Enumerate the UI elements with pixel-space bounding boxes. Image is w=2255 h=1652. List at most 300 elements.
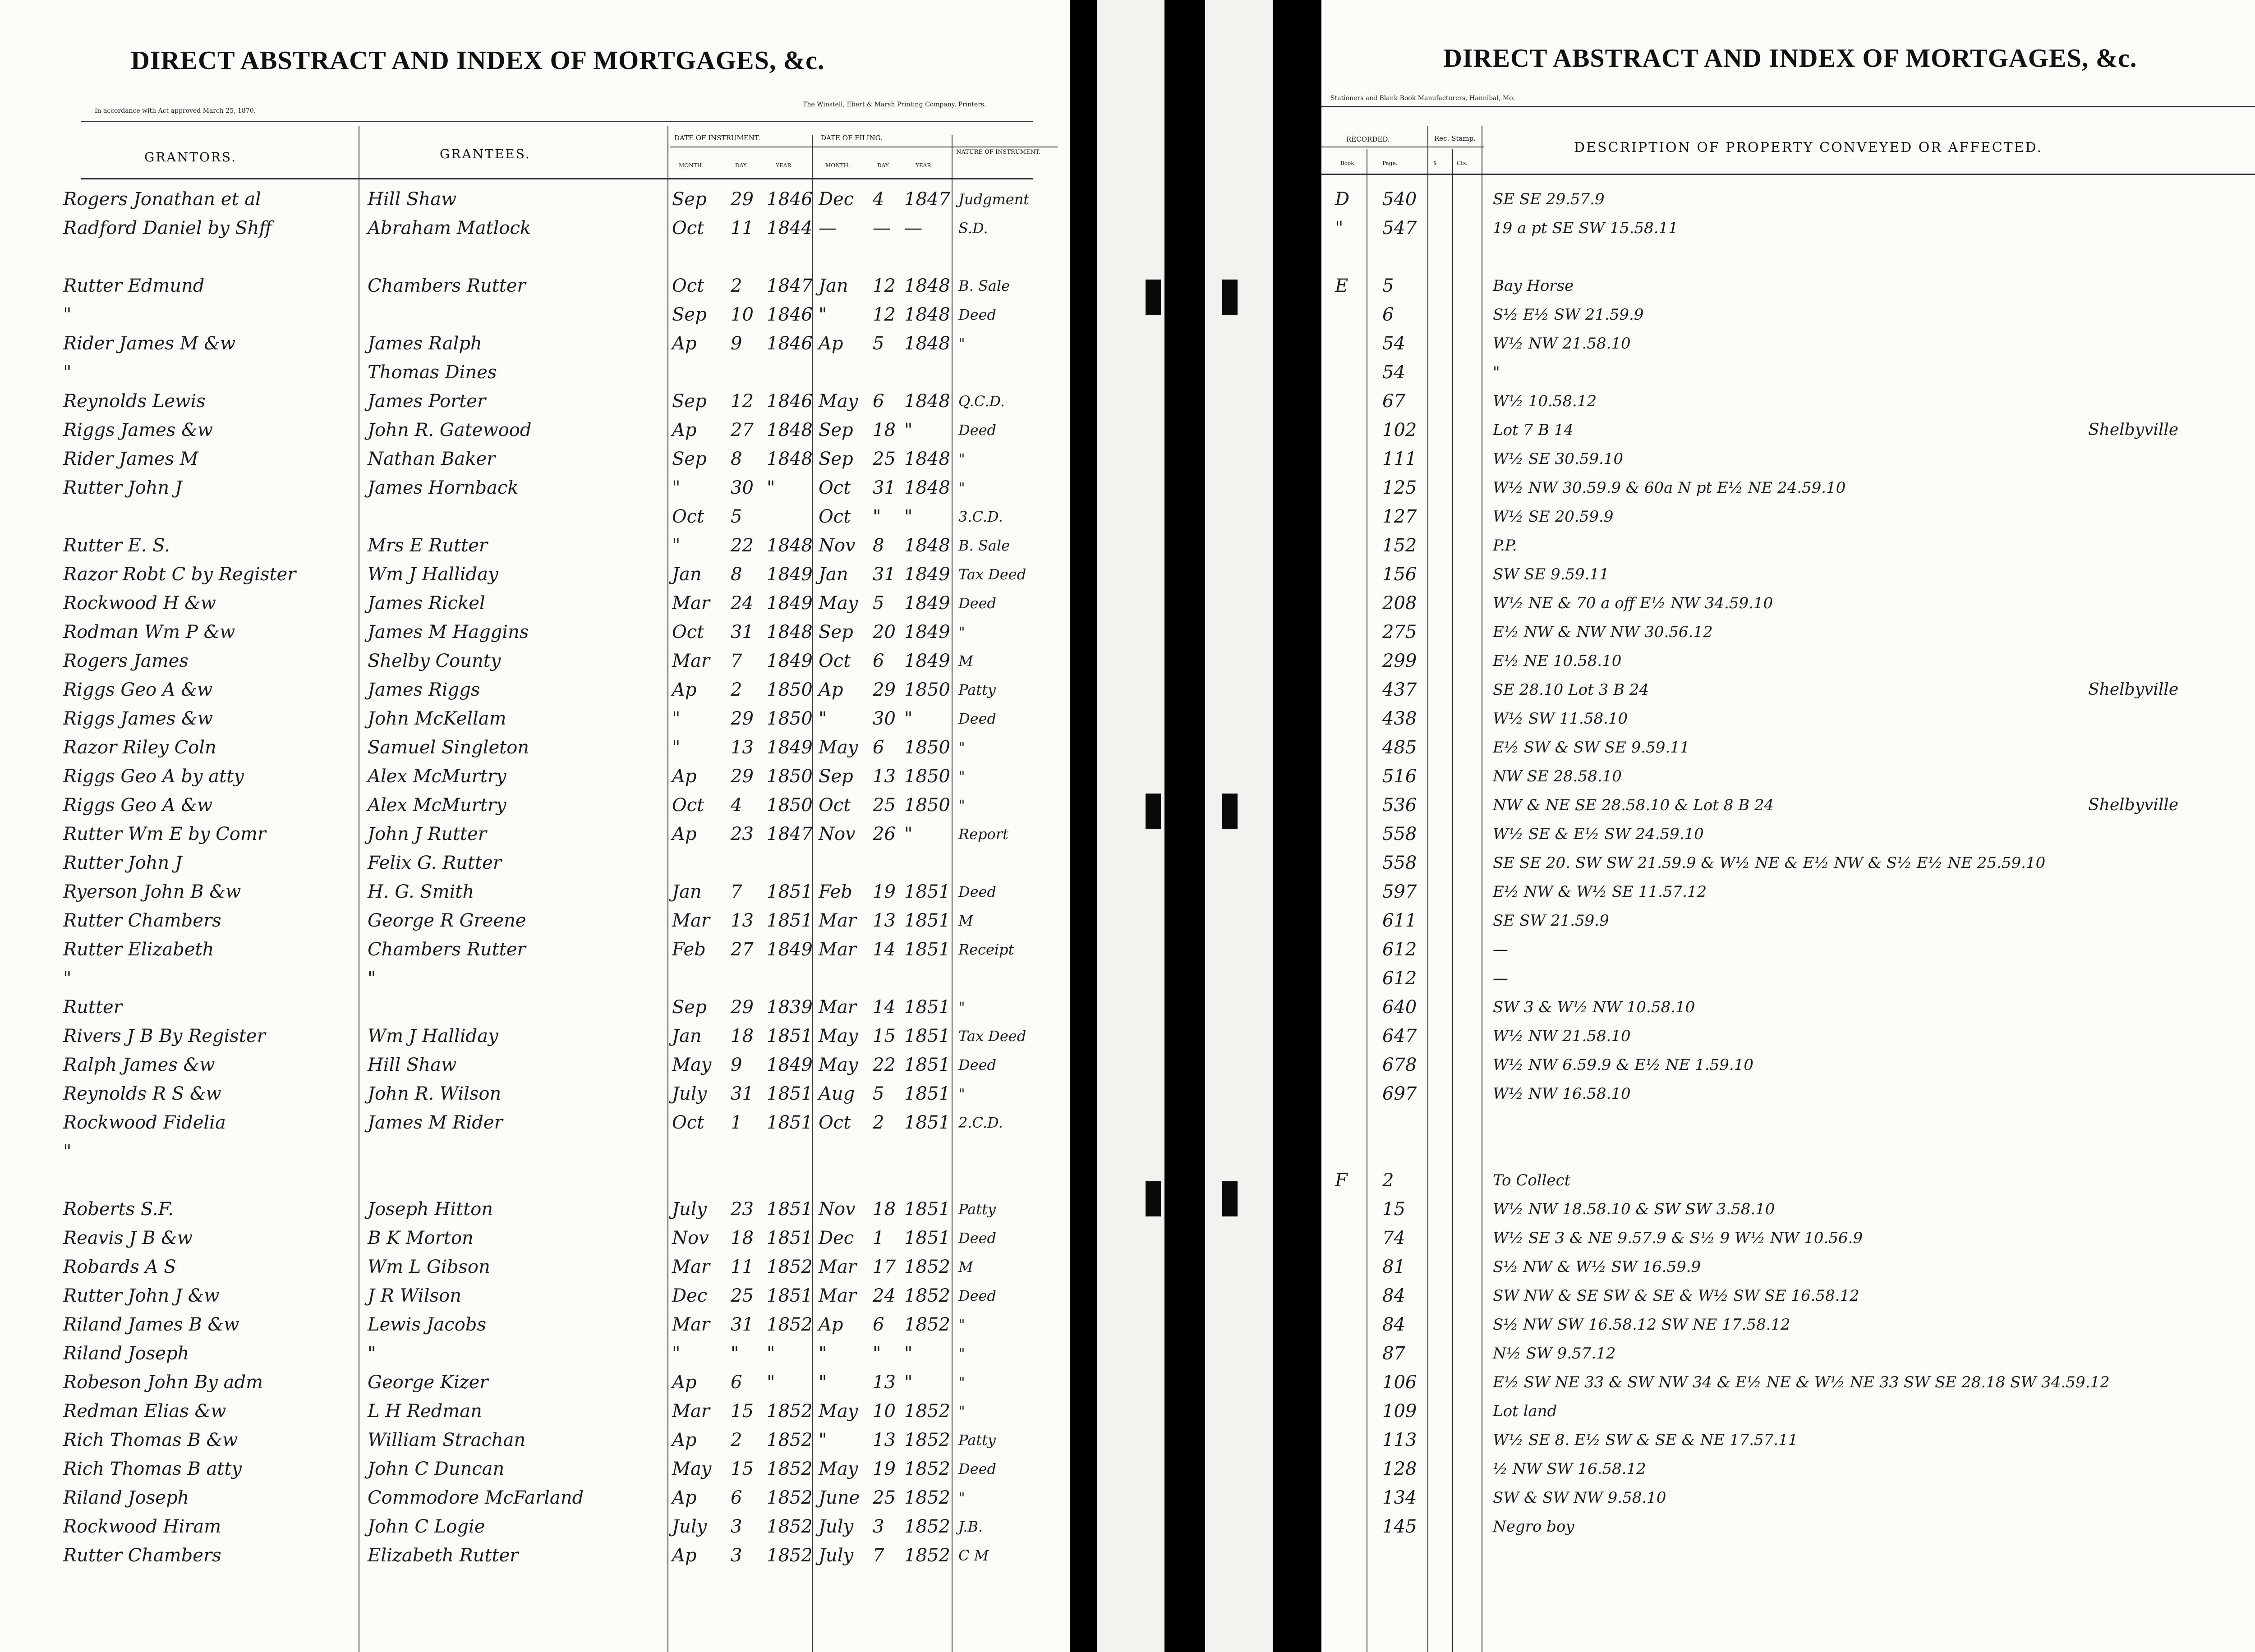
grantee-cell: Elizabeth Rutter xyxy=(368,1545,519,1566)
filing-month-cell: June xyxy=(819,1487,860,1508)
grantor-cell: Rutter Wm E by Comr xyxy=(63,824,266,844)
page-cell: 15 xyxy=(1382,1199,1405,1220)
page-cell: 106 xyxy=(1382,1372,1417,1393)
filing-day-cell: 25 xyxy=(873,795,896,816)
filing-month-cell: Oct xyxy=(819,477,851,498)
ledger-row xyxy=(0,531,1070,560)
ledger-row xyxy=(1321,1166,2255,1195)
instrument-year-cell: 1850 xyxy=(767,708,813,729)
page-cell: 536 xyxy=(1382,795,1417,816)
filing-year-cell: 1851 xyxy=(904,997,950,1018)
instrument-month-cell: " xyxy=(672,737,681,758)
ledger-row xyxy=(1321,329,2255,358)
filing-year-cell: 1852 xyxy=(904,1516,950,1537)
grantee-cell: Joseph Hitton xyxy=(368,1199,493,1220)
filing-day-cell: 6 xyxy=(873,1314,884,1335)
description-cell: Bay Horse xyxy=(1493,277,1574,295)
description-cell: W½ SE 20.59.9 xyxy=(1493,508,1614,526)
ledger-row xyxy=(1321,1397,2255,1426)
instrument-year-cell: 1847 xyxy=(767,824,813,844)
filing-month-cell: Ap xyxy=(819,333,843,354)
ledger-row xyxy=(1321,271,2255,300)
filing-year-cell: 1851 xyxy=(904,1228,950,1248)
filing-day-cell: 31 xyxy=(873,564,896,585)
instrument-year-cell: 1851 xyxy=(767,1228,813,1248)
filing-day-cell: 29 xyxy=(873,679,896,700)
grantor-cell: Riggs James &w xyxy=(63,708,213,729)
grantor-cell: Reynolds Lewis xyxy=(63,391,206,412)
ledger-row xyxy=(1321,647,2255,675)
filing-year-cell: " xyxy=(904,506,913,527)
grantor-cell: Rodman Wm P &w xyxy=(63,622,235,642)
grantee-cell: James Riggs xyxy=(368,679,480,700)
description-cell: P.P. xyxy=(1493,537,1517,555)
instrument-year-cell: 1852 xyxy=(767,1314,813,1335)
ledger-row xyxy=(1321,214,2255,243)
ledger-row xyxy=(0,185,1070,214)
grantee-cell: H. G. Smith xyxy=(368,881,474,902)
filing-year-cell: 1848 xyxy=(904,449,950,469)
filing-day-cell: 30 xyxy=(873,708,896,729)
page-cell: 208 xyxy=(1382,593,1417,614)
instrument-month-cell: " xyxy=(672,708,681,729)
ledger-row xyxy=(1321,618,2255,647)
ledger-row xyxy=(1321,1079,2255,1108)
instrument-year-cell: 1852 xyxy=(767,1545,813,1566)
binding-mark xyxy=(1146,1181,1161,1216)
instrument-day-cell: 24 xyxy=(731,593,754,614)
ledger-row xyxy=(1321,589,2255,618)
instrument-month-cell: Sep xyxy=(672,449,707,469)
filing-day-cell: 1 xyxy=(873,1228,884,1248)
nature-cell: Deed xyxy=(958,1460,997,1478)
instrument-month-cell: July xyxy=(672,1199,707,1220)
description-cell: E½ SW NE 33 & SW NW 34 & E½ NE & W½ NE 33 SW SE 28.18 SW 34.59.12 xyxy=(1493,1373,2110,1391)
grantee-cell: B K Morton xyxy=(368,1228,474,1248)
page-cell: 125 xyxy=(1382,477,1417,498)
description-cell: W½ NW 30.59.9 & 60a N pt E½ NE 24.59.10 xyxy=(1493,479,1846,497)
filing-month-cell: May xyxy=(819,1401,858,1422)
ledger-row xyxy=(1321,675,2255,704)
filing-month-cell: Sep xyxy=(819,766,853,787)
nature-cell: Patty xyxy=(958,1432,996,1449)
page-cell: 612 xyxy=(1382,968,1417,989)
description-cell: Negro boy xyxy=(1493,1518,1574,1536)
grantee-cell: J R Wilson xyxy=(368,1285,461,1306)
filing-month-cell: Sep xyxy=(819,622,853,642)
filing-day-cell: 13 xyxy=(873,1372,896,1393)
grantor-cell: Radford Daniel by Shff xyxy=(63,218,272,239)
grantor-cell: Riland Joseph xyxy=(63,1343,189,1364)
book-gutter xyxy=(1070,0,1321,1652)
instrument-year-cell: 1850 xyxy=(767,679,813,700)
description-cell: W½ NW 16.58.10 xyxy=(1493,1085,1631,1103)
ledger-row xyxy=(0,1079,1070,1108)
grantee-cell: George R Greene xyxy=(368,910,526,931)
description-cell: SW SE 9.59.11 xyxy=(1493,565,1609,583)
grantee-cell: Hill Shaw xyxy=(368,1055,457,1075)
page-cell: 84 xyxy=(1382,1314,1405,1335)
grantor-cell: Rockwood H &w xyxy=(63,593,216,614)
ledger-row xyxy=(1321,877,2255,906)
instrument-day-cell: 15 xyxy=(731,1459,754,1479)
ledger-row xyxy=(1321,1137,2255,1166)
instrument-year-cell: 1849 xyxy=(767,939,813,960)
ledger-row xyxy=(0,1108,1070,1137)
filing-year-cell: — xyxy=(904,218,922,239)
ledger-row xyxy=(1321,300,2255,329)
instrument-day-cell: 2 xyxy=(731,275,742,296)
filing-day-cell: 13 xyxy=(873,1430,896,1450)
instrument-day-cell: 4 xyxy=(731,795,742,816)
right-ledger-page xyxy=(1321,0,2255,1652)
ledger-row xyxy=(1321,791,2255,820)
instrument-year-cell: 1850 xyxy=(767,795,813,816)
filing-year-cell: 1851 xyxy=(904,1055,950,1075)
ledger-row xyxy=(1321,502,2255,531)
filing-month-cell: May xyxy=(819,593,858,614)
ledger-row xyxy=(1321,1253,2255,1281)
instrument-day-cell: 5 xyxy=(731,506,742,527)
instrument-month-cell: Ap xyxy=(672,1487,697,1508)
description-cell: NW & NE SE 28.58.10 & Lot 8 B 24 xyxy=(1493,796,1774,814)
ledger-row xyxy=(0,1022,1070,1051)
grantor-cell: Rutter John J xyxy=(63,477,182,498)
filing-year-cell: " xyxy=(904,708,913,729)
right-page-title: DIRECT ABSTRACT AND INDEX OF MORTGAGES, &c. xyxy=(1443,43,2137,73)
instrument-month-cell: Mar xyxy=(672,651,710,671)
page-cell: 516 xyxy=(1382,766,1417,787)
page-cell: 152 xyxy=(1382,535,1417,556)
grantee-cell: Shelby County xyxy=(368,651,501,671)
instrument-month-cell: Mar xyxy=(672,910,710,931)
instrument-month-cell: Dec xyxy=(672,1285,708,1306)
filing-year-cell: 1851 xyxy=(904,1026,950,1046)
ledger-row xyxy=(1321,1310,2255,1339)
filing-month-cell: Sep xyxy=(819,449,853,469)
instrument-year-cell: 1850 xyxy=(767,766,813,787)
grantor-cell: Riland James B &w xyxy=(63,1314,239,1335)
description-cell: E½ SW & SW SE 9.59.11 xyxy=(1493,739,1690,757)
nature-cell: B. Sale xyxy=(958,537,1010,554)
filing-month-cell: Aug xyxy=(819,1083,855,1104)
grantor-cell: Rutter Elizabeth xyxy=(63,939,214,960)
binding-mark xyxy=(1146,280,1161,315)
instrument-day-cell: 23 xyxy=(731,1199,754,1220)
ledger-row xyxy=(0,675,1070,704)
grantor-cell: Rider James M xyxy=(63,449,198,469)
ledger-row xyxy=(0,1224,1070,1253)
grantor-cell: Reynolds R S &w xyxy=(63,1083,221,1104)
ledger-row xyxy=(1321,762,2255,791)
description-cell: E½ NW & W½ SE 11.57.12 xyxy=(1493,883,1707,901)
instrument-day-cell: 15 xyxy=(731,1401,754,1422)
page-cell: 87 xyxy=(1382,1343,1405,1364)
instrument-year-cell: 1844 xyxy=(767,218,813,239)
instrument-year-cell: 1848 xyxy=(767,449,813,469)
ledger-row xyxy=(0,1426,1070,1455)
filing-month-cell: Dec xyxy=(819,1228,854,1248)
filing-month-cell: " xyxy=(819,1430,827,1450)
grantor-cell: Rockwood Fidelia xyxy=(63,1112,226,1133)
instrument-month-cell: Oct xyxy=(672,1112,704,1133)
page-cell: 437 xyxy=(1382,679,1417,700)
grantor-cell: Rutter John J xyxy=(63,853,182,873)
instrument-year-cell: 1852 xyxy=(767,1459,813,1479)
ledger-row xyxy=(0,300,1070,329)
grantor-cell: Rivers J B By Register xyxy=(63,1026,266,1046)
nature-cell: " xyxy=(958,1489,965,1506)
page-cell: 111 xyxy=(1382,449,1417,469)
instrument-month-cell: " xyxy=(672,1343,681,1364)
instrument-month-cell: Sep xyxy=(672,304,707,325)
filing-month-cell: May xyxy=(819,1459,858,1479)
ledger-row xyxy=(0,387,1070,416)
instrument-month-cell: Sep xyxy=(672,391,707,412)
nature-cell: Deed xyxy=(958,1287,997,1304)
filing-year-cell: 1850 xyxy=(904,766,950,787)
left-ledger-page xyxy=(0,0,1070,1652)
rec-stamp-header: Rec. Stamp. xyxy=(1434,134,1476,142)
grantee-cell: Mrs E Rutter xyxy=(368,535,488,556)
ledger-row xyxy=(0,733,1070,762)
grantee-cell: Chambers Rutter xyxy=(368,939,526,960)
instrument-year-cell: 1852 xyxy=(767,1430,813,1450)
instrument-year-cell: 1852 xyxy=(767,1487,813,1508)
grantor-cell: Rogers James xyxy=(63,651,189,671)
nature-cell: " xyxy=(958,479,965,496)
grantor-cell: " xyxy=(63,304,72,325)
filing-month-cell: May xyxy=(819,1026,858,1046)
page-cell: 275 xyxy=(1382,622,1417,642)
ledger-row xyxy=(0,445,1070,473)
filing-year-cell: 1847 xyxy=(904,189,950,210)
year-header: YEAR. xyxy=(776,162,793,169)
description-cell: W½ SE 8. E½ SW & SE & NE 17.57.11 xyxy=(1493,1431,1798,1449)
grantee-cell: " xyxy=(368,968,376,989)
nature-cell: S.D. xyxy=(958,220,988,237)
nature-cell: " xyxy=(958,1403,965,1420)
header-rule xyxy=(1321,106,2255,107)
left-page-title: DIRECT ABSTRACT AND INDEX OF MORTGAGES, &c. xyxy=(131,46,825,75)
book-header: Book. xyxy=(1340,160,1356,166)
description-header: DESCRIPTION OF PROPERTY CONVEYED OR AFFECTED. xyxy=(1574,140,2043,156)
filing-month-cell: " xyxy=(819,1343,827,1364)
filing-month-cell: Ap xyxy=(819,679,843,700)
page-cell: 145 xyxy=(1382,1516,1417,1537)
description-cell: W½ NW 21.58.10 xyxy=(1493,335,1631,353)
instrument-day-cell: 9 xyxy=(731,1055,742,1075)
grantee-cell: Wm J Halliday xyxy=(368,1026,498,1046)
ledger-row xyxy=(1321,1224,2255,1253)
book-cell: D xyxy=(1335,189,1350,210)
filing-month-cell: Mar xyxy=(819,997,856,1018)
page-cell: 156 xyxy=(1382,564,1417,585)
instrument-month-cell: Ap xyxy=(672,1545,697,1566)
description-cell: S½ NW SW 16.58.12 SW NE 17.58.12 xyxy=(1493,1316,1790,1334)
instrument-month-cell: Ap xyxy=(672,333,697,354)
instrument-year-cell: 1849 xyxy=(767,564,813,585)
description-cell: S½ E½ SW 21.59.9 xyxy=(1493,306,1644,324)
grantee-cell: Nathan Baker xyxy=(368,449,496,469)
instrument-month-cell: Mar xyxy=(672,1257,710,1277)
instrument-month-cell: Jan xyxy=(672,881,702,902)
ledger-row xyxy=(0,1541,1070,1570)
filing-day-cell: 5 xyxy=(873,333,884,354)
instrument-month-cell: Ap xyxy=(672,1372,697,1393)
filing-day-header: DAY. xyxy=(877,162,890,169)
instrument-year-cell: 1851 xyxy=(767,1083,813,1104)
page-header: Page. xyxy=(1382,160,1398,166)
ledger-row xyxy=(1321,1455,2255,1483)
nature-cell: Report xyxy=(958,826,1008,843)
grantee-cell: Wm J Halliday xyxy=(368,564,498,585)
instrument-year-cell: 1851 xyxy=(767,1026,813,1046)
filing-year-cell: " xyxy=(904,824,913,844)
ledger-row xyxy=(0,791,1070,820)
grantee-cell: Alex McMurtry xyxy=(368,795,506,816)
description-cell: — xyxy=(1493,969,1508,987)
instrument-month-cell: Nov xyxy=(672,1228,709,1248)
instrument-month-cell: July xyxy=(672,1083,707,1104)
nature-cell: " xyxy=(958,797,965,814)
nature-cell: Deed xyxy=(958,883,997,900)
ledger-row xyxy=(1321,1022,2255,1051)
grantee-cell: L H Redman xyxy=(368,1401,482,1422)
instrument-month-cell: Ap xyxy=(672,766,697,787)
grantee-cell: John C Duncan xyxy=(368,1459,505,1479)
filing-year-cell: 1848 xyxy=(904,304,950,325)
page-cell: 678 xyxy=(1382,1055,1417,1075)
ledger-row xyxy=(1321,445,2255,473)
grantor-cell: Reavis J B &w xyxy=(63,1228,193,1248)
nature-cell: Patty xyxy=(958,1201,996,1218)
instrument-year-cell: 1846 xyxy=(767,189,813,210)
nature-cell: " xyxy=(958,999,965,1016)
ledger-row xyxy=(0,704,1070,733)
page-cell: 2 xyxy=(1382,1170,1394,1191)
nature-cell: Deed xyxy=(958,1056,997,1074)
filing-day-cell: 19 xyxy=(873,881,896,902)
filing-month-cell: Jan xyxy=(819,564,848,585)
description-cell: SW 3 & W½ NW 10.58.10 xyxy=(1493,998,1695,1016)
grantee-cell: John R. Wilson xyxy=(368,1083,502,1104)
ledger-row xyxy=(1321,964,2255,993)
filing-month-cell: Mar xyxy=(819,939,856,960)
ledger-row xyxy=(0,560,1070,589)
grantee-cell: John C Logie xyxy=(368,1516,485,1537)
filing-month-cell: May xyxy=(819,737,858,758)
description-cell: W½ 10.58.12 xyxy=(1493,392,1597,410)
instrument-day-cell: 25 xyxy=(731,1285,754,1306)
nature-cell: " xyxy=(958,1345,965,1362)
ledger-row xyxy=(0,243,1070,271)
description-cell: W½ NW 6.59.9 & E½ NE 1.59.10 xyxy=(1493,1056,1753,1074)
filing-year-cell: " xyxy=(904,420,913,441)
instrument-year-cell: 1846 xyxy=(767,333,813,354)
filing-month-cell: Oct xyxy=(819,1112,851,1133)
ledger-row xyxy=(1321,1108,2255,1137)
instrument-year-cell: " xyxy=(767,1343,775,1364)
ledger-row xyxy=(0,1051,1070,1079)
grantor-cell: Razor Riley Coln xyxy=(63,737,216,758)
filing-year-cell: 1850 xyxy=(904,795,950,816)
ledger-row xyxy=(0,502,1070,531)
date-filing-header: DATE OF FILING. xyxy=(821,134,883,142)
filing-year-cell: 1852 xyxy=(904,1401,950,1422)
filing-day-cell: 7 xyxy=(873,1545,884,1566)
ledger-row xyxy=(1321,531,2255,560)
ledger-row xyxy=(0,993,1070,1022)
instrument-year-cell: 1851 xyxy=(767,910,813,931)
nature-header: NATURE OF INSTRUMENT. xyxy=(956,149,1040,156)
nature-cell: M xyxy=(958,912,973,929)
ledger-row xyxy=(1321,1368,2255,1397)
ledger-row xyxy=(0,1455,1070,1483)
instrument-year-cell: " xyxy=(767,477,775,498)
grantors-header: GRANTORS. xyxy=(144,150,237,165)
filing-year-cell: 1849 xyxy=(904,593,950,614)
filing-month-cell: Dec xyxy=(819,189,854,210)
ledger-row xyxy=(1321,243,2255,271)
filing-day-cell: 12 xyxy=(873,275,896,296)
filing-day-cell: 25 xyxy=(873,1487,896,1508)
ledger-row xyxy=(0,1397,1070,1426)
filing-year-cell: 1852 xyxy=(904,1487,950,1508)
filing-year-cell: 1848 xyxy=(904,477,950,498)
filing-year-header: YEAR. xyxy=(916,162,933,169)
grantor-cell: Riggs James &w xyxy=(63,420,213,441)
page-cell: 612 xyxy=(1382,939,1417,960)
binding-mark xyxy=(1222,794,1238,829)
grantee-cell: James Rickel xyxy=(368,593,485,614)
grantor-cell: Ralph James &w xyxy=(63,1055,215,1075)
page-cell: 485 xyxy=(1382,737,1417,758)
instrument-year-cell: 1852 xyxy=(767,1401,813,1422)
binding-mark xyxy=(1222,1181,1238,1216)
page-cell: 558 xyxy=(1382,824,1417,844)
filing-year-cell: 1848 xyxy=(904,535,950,556)
filing-day-cell: 25 xyxy=(873,449,896,469)
grantor-cell: Robards A S xyxy=(63,1257,176,1277)
column-header-rule xyxy=(81,178,1033,179)
nature-cell: Deed xyxy=(958,422,997,439)
instrument-year-cell: 1851 xyxy=(767,881,813,902)
grantee-cell: Commodore McFarland xyxy=(368,1487,584,1508)
filing-month-cell: Mar xyxy=(819,910,856,931)
instrument-year-cell: 1847 xyxy=(767,275,813,296)
ledger-row xyxy=(0,1137,1070,1166)
filing-year-cell: 1850 xyxy=(904,679,950,700)
filing-month-cell: " xyxy=(819,1372,827,1393)
nature-cell: J.B. xyxy=(958,1518,983,1535)
instrument-month-cell: Ap xyxy=(672,1430,697,1450)
grantor-cell: Razor Robt C by Register xyxy=(63,564,296,585)
left-page-act-note: In accordance with Act approved March 25, 1870. xyxy=(95,107,256,115)
grantee-cell: James Hornback xyxy=(368,477,519,498)
nature-cell: Receipt xyxy=(958,941,1014,958)
filing-day-cell: 2 xyxy=(873,1112,884,1133)
ledger-row xyxy=(0,214,1070,243)
description-cell: To Collect xyxy=(1493,1171,1571,1189)
instrument-month-cell: Oct xyxy=(672,218,704,239)
ledger-row xyxy=(0,964,1070,993)
filing-day-cell: 10 xyxy=(873,1401,896,1422)
nature-cell: " xyxy=(958,1316,965,1333)
instrument-day-cell: 3 xyxy=(731,1516,742,1537)
ledger-row xyxy=(1321,993,2255,1022)
grantor-cell: " xyxy=(63,968,72,989)
